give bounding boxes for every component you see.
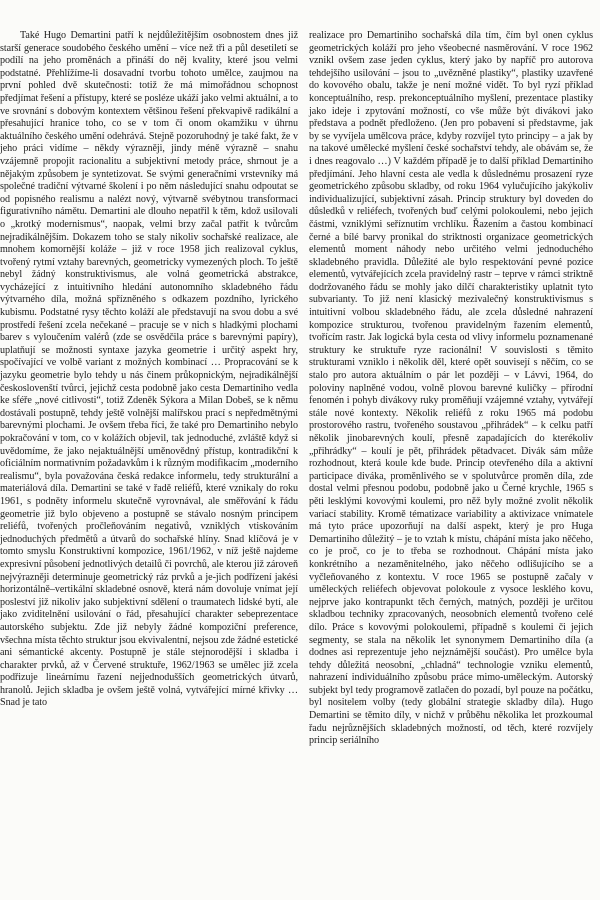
text-column-right	[309, 30, 593, 748]
text-column-left	[0, 30, 298, 710]
right-column-paragraph: realizace pro Demartiniho sochařská díla tím, čím byl onen cyklus geometrických koláží pro jeho všeobecné nasměrování. V roce 1962 vznikl ovšem zase jeden cyklus, který jako by napříč pro autorova tehdejšího usilování – jsou to „uvězněné plastiky“, plastiky uzavřené do kovového obalu, takže je není možné vidět. To byl ryzí příklad konceptuálního, resp. prekonceptuálního myšlení, prezentace plastiky jako ideje i zpytování možností, co vše může být divákovi jako představa a podnět předloženo. (Jen pro pobavení si představme, jak by se vyvíjela umělcova práce, kdyby rozvíjel tyto principy – a jak by na takové umělecké myšlení české sochařství tehdy, ale obávám se, že i dnes reagovalo …) V každém případě je to další příklad Demartiniho předjímání. Jeho hlavní cesta ale vedla k důslednému prosazení ryze geometrického způsobu skladby, od roku 1964 vylučujícího jakýkoliv individualizující, subjektivní zásah. Princip struktury byl doveden do důsledků v reliéfech, tvořených buď celými polokoulemi, nebo jejich částmi, vzniklými seříznutím vrchlíku. Řazením a častou kombinací černé a bílé barvy pronikal do striktnosti organizace geometrických elementů moment náhody nebo určitého velmi jednoduchého skladebného pravidla. Důležité ale bylo respektování pevné pozice elementů, vytvářejících zcela pravidelný rastr – teprve v rámci striktně dodržovaného řádu se mohly jako dílčí charakteristiky uplatnit tyto subvarianty. To již není klasický mezivalečný konstruktivismus s intuitivní volbou skladebného řádu, ale zcela důsledné nahrazení kompozice strukturou, tvořenou pravidelným řazením elementů, tvořícím rastr. Jak logická byla cesta od vlivy informelu poznamenané struktury ke struktuře ryze racionální! V souvislosti s těmito strukturami vzniklo i několik děl, které opět souvisejí s něčím, co se stalo pro autora aktuálním o pár let později – v Lávvi, 1964, do poloviny naplněné vodou, volně plovou barevné kuličky – přírodní fenomén i pohyb divákovy ruky proměňují vzájemné vztahy, vytvářejí stále nové kontexty. Několik reliéfů z roku 1965 má podobu prostorového rastru, tvořeného soustavou „přihrádek“ – k celku patří několik jinobarevných koulí, přesně zapadajících do kterékoliv „přihrádky“ – koulí je pět, přihrádek pětadvacet. Divák sám může rozhodnout, která koule kde bude. Princip otevřeného díla a aktivní participace diváka, proměnlivého se v spolutvůrce proměn díla, zde dostal velmi přesnou podobu, podobně jako u Černé krychle, 1965 s pěti lesklými kovovými koulemi, pro něž byly možné zvolit několik variací stability. Kromě tématizace variability a aktivizace vnímatele má tyto práce upozorňují na další aspekt, který je pro Huga Demartiniho důležitý – je to vztah k místu, chápání místa jako něčeho, co je proč, co je to třeba se rozhodnout. Chápání místa jako konkrétního a nezaměnitelného, jako něčeho odlišujícího se a vyčleňovaného z kontextu. V roce 1965 se postupně začaly v uměleckých reliéfech objevovat polokoule z vysoce lesklého kovu, nejprve jako kontrapunkt těch černých, matných, později je určitou skladbou techniky zpracovaných, neosobních elementů tvořeno celé dílo. Práce s kovovými polokoulemi, případně s koulemi či jejich segmenty, se stala na několik let synonymem Demartiniho díla (a dodnes asi reprezentuje jeho nejznámější součást). Pro umělce byla tehdy důležitá neosobní, „chladná“ technologie vzniku elementů, nahrazení individuálního způsobu práce mimo-uměleckým. Autorský subjekt byl tedy programově zatlačen do pozadí, byl pouze na počátku, byl nositelem volby (tedy globální strategie skladby díla). Hugo Demartini se těmito díly, v nichž v průběhu několika let prozkoumal řadu nejrůznějších skladebných možností, od těch, které rozvíjely princip seriálního	[309, 30, 593, 747]
left-column-paragraph: Také Hugo Demartini patří k nejdůležitějším osobnostem dnes již starší generace soudobého českého umění – více než tři a půl desetiletí se podílí na jeho proměnách a přináší do něj kvality, které jsou velmi podstatné. Přehlížíme-li dosavadní tvorbu tohoto umělce, zaujmou na první pohled dvě skutečnosti: totiž že má mimořádnou schopnost předjímat řešení a přístupy, které se posléze ukáží jako velmi aktuální, a to ve srovnání s dobovým kontextem většinou řešení překvapivě radikální a přesahující hranice toho, co se v tom či onom okamžiku v úhrnu aktuálního českého umění odehrává. Stejně pozoruhodný je také fakt, že v jeho práci vidíme – někdy výrazněji, jindy méně výrazně – snahu vzájemně propojit racionalitu a subjektivní metody práce, shrnout je a nějakým způsobem je syntetizovat. Se svými generačními vrstevníky má společné tradiční výtvarné školení i po něm následující snahu odpoutat se od popisného realismu a nalézt nový, výtvarně svébytnou transformaci figurativního námětu. Demartini ale dlouho nepatřil k těm, kdož usilovali o „krotký modernismus“, naopak, velmi brzy začal patřit k tvůrcům nejradikálnějším. Dokazem toho se staly nikoliv sochařské realizace, ale mnohem komornější koláže – již v roce 1958 jich realizoval cyklus, tvořený rytmí vztahy barevných, geometricky vymezených ploch. To ještě nebyl žádný konstruktivismus, ale volná geometrická abstrakce, vycházející z intuitivního hledání autonomního skladebného řádu výtvarného díla, možná spřízněného s odkazem pozdního, lyrického kubismu. Podstatné rysy těchto koláží ale představují na svou dobu a své prostředí řešení zcela nečekané – pracuje se v nich s hladkými plochami barev s vyloučením valérů (zde se osvědčila práce s barevnými papíry), uplatňují se možnosti syntaxe jazyka geometrie i určitý aspekt hry, spočívající ve volbě variant z možných kombinací … Propracování se k jazyku geometrie bylo tehdy u nás činem průkopnickým, nejradikálnější českoslovenští tvůrci, jejichž cesta podobně jako cesta Demartiniho vedla ke sféře „nové citlivosti“, totiž Zdeněk Sýkora a Milan Dobeš, se k němu dostávali postupně, tehdy ještě volnější malířskou prací s nepředmětnými barevnými plochami. Je ovšem třeba říci, že také pro Demartiniho nebylo pokračování v tom, co v kolážích objevil, tak jednoduché, zvláště když si uvědomíme, že jako nejaktuálnější uměnovědný přístup, kontradikční k oficiálním normativním požadavkům i k různým modifikacím „moderního realismu“, byla považována česká redakce informelu, tedy strukturální a materiálová díla. Demartini se také v řadě reliéfů, které vznikaly do roku 1961, s podněty informelu skutečně vyrovnával, ale směřování k řádu geometrie již bylo objeveno a postupně se stávalo nosným principem reliéfů, tvořených pročleňováním negativů, vzniklých vtiskováním jednoduchých předmětů a útvarů do sochařské hlíny. Snad klíčová je v tomto smyslu Konstruktivní kompozice, 1961/1962, v níž ještě najdeme expresivní působení jednotlivých detailů či povrchů, ale kterou již zároveň nejvýrazněji determinuje geometrický ráz prvků a je-jich podřízení jakési horizontálně–vertikální skladebné osnově, která nám dovoluje vnímat její posleství již nikoliv jako subjektivní sdělení o traumatech lidské bytí, ale jako zviditelnění usilování o řád, přesahující charakter sebeprezentace autorského subjektu. Zde již nebyly žádné kompoziční preference, všechna místa těchto struktur jsou ekvivalentní, nejsou zde žádné estetické ani sémantické akcenty. Postupně je stále stejnorodější i skladba i charakter prvků, až v Červené struktuře, 1962/1963 se umělec již zcela podřizuje lineárnímu řazení nejjednodušších geometrických útvarů, hranolů. Jejich skladba je ovšem ještě volná, vytvářející mírné křivky … Snad je tato	[0, 30, 298, 709]
